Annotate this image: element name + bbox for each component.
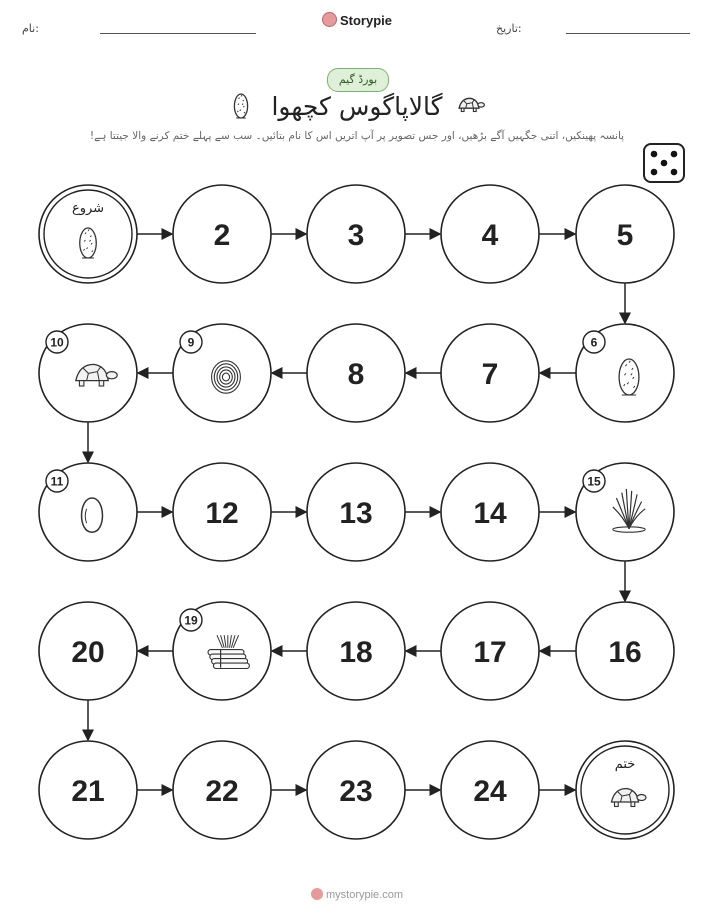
board-space-1 [39, 185, 137, 283]
board-space-13 [307, 463, 405, 561]
space-number: 2 [213, 219, 231, 252]
board-space-18 [307, 602, 405, 700]
space-number: 22 [205, 775, 239, 808]
board-space-25 [576, 741, 674, 839]
space-number: 23 [339, 775, 373, 808]
tortoise-icon [459, 98, 484, 111]
board-space-24 [441, 741, 539, 839]
space-number: 4 [481, 219, 499, 252]
space-number: 14 [473, 497, 507, 530]
space-number: 5 [616, 219, 634, 252]
board-space-14 [441, 463, 539, 561]
board-space-21 [39, 741, 137, 839]
space-number-badge: 9 [187, 335, 195, 350]
space-number: 8 [347, 358, 365, 391]
name-label: نام: [22, 22, 39, 35]
footer [0, 888, 714, 901]
board-space-16 [576, 602, 674, 700]
title-decorations [234, 94, 484, 118]
board-space-23 [307, 741, 405, 839]
board-space-17 [441, 602, 539, 700]
board-space-15 [576, 463, 674, 561]
space-number: 12 [205, 497, 239, 530]
board-space-6 [576, 324, 674, 422]
space-number-badge: 6 [590, 335, 598, 350]
footer-url: mystorypie.com [325, 889, 404, 901]
cactus-icon [234, 94, 247, 118]
board-space-9 [173, 324, 271, 422]
board-space-4 [441, 185, 539, 283]
board-space-10 [39, 324, 137, 422]
category-badge: بورڈ گیم [327, 68, 389, 92]
space-number: 24 [473, 775, 507, 808]
board-space-5 [576, 185, 674, 283]
date-label: تاریخ: [496, 22, 522, 35]
board-space-22 [173, 741, 271, 839]
board-space-7 [441, 324, 539, 422]
space-number: 3 [347, 219, 365, 252]
finish-label: ختم [614, 757, 636, 772]
board-space-3 [307, 185, 405, 283]
space-number: 21 [71, 775, 105, 808]
space-number-badge: 10 [50, 335, 64, 350]
page-title: گالاپاگوس کچھوا [271, 92, 443, 121]
space-number-badge: 11 [50, 474, 64, 489]
space-number: 20 [71, 636, 105, 669]
storypie-logo-icon [311, 888, 323, 900]
space-number: 17 [473, 636, 507, 669]
space-number: 7 [481, 358, 499, 391]
dice-icon [644, 144, 684, 182]
instructions: پانسہ پھینکیں، اتنی جگہیں آگے بڑھیں، اور جس تصویر پر آپ اتریں اس کا نام بتائیں۔ سب سے پہلے ختم کرنے والا جیتتا ہے! [89, 130, 625, 142]
board-space-8 [307, 324, 405, 422]
board-space-11 [39, 463, 137, 561]
board-space-19 [173, 602, 271, 700]
board-space-2 [173, 185, 271, 283]
space-number: 16 [608, 636, 642, 669]
board-space-20 [39, 602, 137, 700]
board-space-12 [173, 463, 271, 561]
space-number: 13 [339, 497, 373, 530]
space-number-badge: 19 [184, 613, 198, 628]
space-number: 18 [339, 636, 373, 669]
space-number-badge: 15 [587, 474, 601, 489]
brand-text: Storypie [339, 13, 392, 28]
start-label: شروع [71, 201, 105, 216]
